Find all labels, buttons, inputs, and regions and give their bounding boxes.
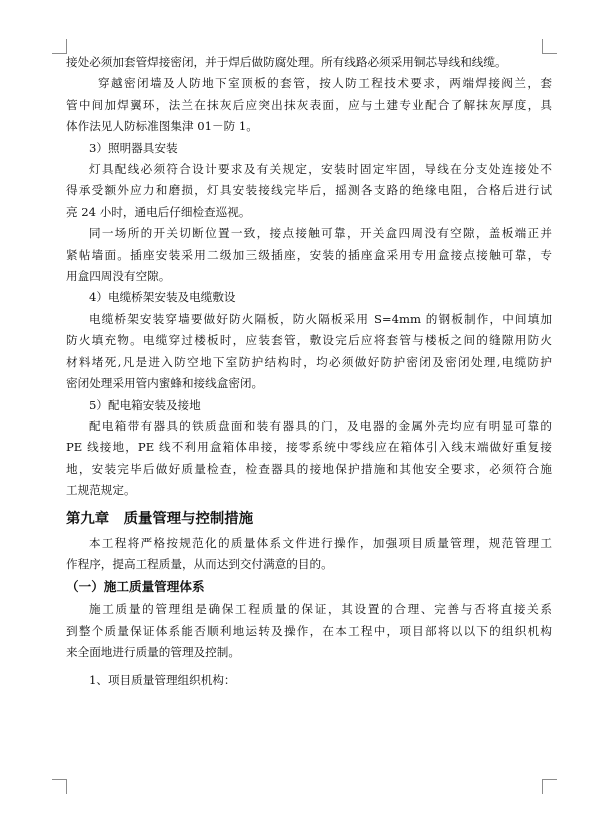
paragraph-line: 防火填充物。电缆穿过楼板时，应装套管，敷设完后应将套管与楼板之间的缝隙用防火: [66, 333, 552, 348]
paragraph-line: 得承受额外应力和磨损，灯具安装接线完毕后，摇测各支路的绝缘电阻，合格后进行试: [66, 183, 552, 198]
paragraph-line: 紧帖墙面。插座安装采用二级加三级插座，安装的插座盒采用专用盒接点接触可靠，专: [66, 247, 552, 262]
crop-mark-bottom-left: [52, 779, 67, 794]
paragraph-line: PE 线接地，PE 线不利用盒箱体串接，接零系统中零线应在箱体引入线末端做好重复接: [66, 440, 552, 455]
paragraph-line: 工规范规定。: [66, 483, 136, 498]
subheading-lighting: 3）照明器具安装: [89, 140, 178, 155]
crop-mark-bottom-right: [542, 779, 557, 794]
chapter-title: 第九章 质量管理与控制措施: [66, 510, 254, 527]
paragraph-line: 穿越密闭墙及人防地下室顶板的套管，按人防工程技术要求，两端焊接阀兰，套: [98, 76, 552, 91]
paragraph-line: 密闭处理采用管内蜜蜂和接线盒密闭。: [66, 376, 264, 391]
paragraph-line: 亮 24 小时，通电后仔细检查巡视。: [66, 204, 251, 219]
subheading-cable-tray: 4）电缆桥架安装及电缆敷设: [89, 290, 236, 305]
document-body: [66, 52, 552, 691]
paragraph-line: 电缆桥架安装穿墙要做好防火隔板，防火隔板采用 S=4mm 的钢板制作，中间填加: [89, 311, 552, 326]
paragraph-line: 作程序，提高工程质量，从而达到交付满意的目的。: [66, 556, 333, 571]
paragraph-line: 体作法见人防标准图集津 01－防 1。: [66, 119, 258, 134]
paragraph-line: 来全面地进行质量的管理及控制。: [66, 645, 240, 660]
section-title: （一）施工质量管理体系: [66, 579, 205, 595]
crop-mark-top-left: [52, 39, 67, 54]
paragraph-line: 本工程将严格按规范化的质量体系文件进行操作，加强项目质量管理，规范管理工: [89, 535, 552, 550]
paragraph-line: 用盒四周没有空隙。: [66, 269, 171, 284]
paragraph-line: 地，安装完毕后做好质量检查，检查器具的接地保护措施和其他安全要求，必须符合施: [66, 461, 552, 476]
paragraph-line: 灯具配线必须符合设计要求及有关规定，安装时固定牢固，导线在分支处连接处不: [89, 162, 552, 177]
paragraph-line: 接处必须加套管焊接密闭，并于焊后做防腐处理。所有线路必须采用铜芯导线和线缆。: [66, 55, 507, 69]
paragraph-line: 配电箱带有器具的铁质盘面和装有器具的门，及电器的金属外壳均应有明显可靠的: [89, 418, 552, 433]
paragraph-line: 到整个质量保证体系能否顺利地运转及操作，在本工程中，项目部将以以下的组织机构: [66, 623, 552, 638]
paragraph-line: 施工质量的管理组是确保工程质量的保证，其设置的合理、完善与否将直接关系: [89, 602, 552, 617]
subheading-org-structure: 1、项目质量管理组织机构：: [89, 672, 236, 687]
paragraph-line: 材料堵死,凡是进入防空地下室防护结构时，均必须做好防护密闭及密闭处理,电缆防护: [66, 354, 552, 369]
paragraph-line: 同一场所的开关切断位置一致，接点接触可靠，开关盒四周没有空隙，盖板端正并: [89, 226, 552, 241]
paragraph-line: 管中间加焊翼环，法兰在抹灰后应突出抹灰表面，应与土建专业配合了解抹灰厚度，具: [66, 97, 552, 112]
subheading-distribution-box: 5）配电箱安装及接地: [89, 397, 201, 412]
